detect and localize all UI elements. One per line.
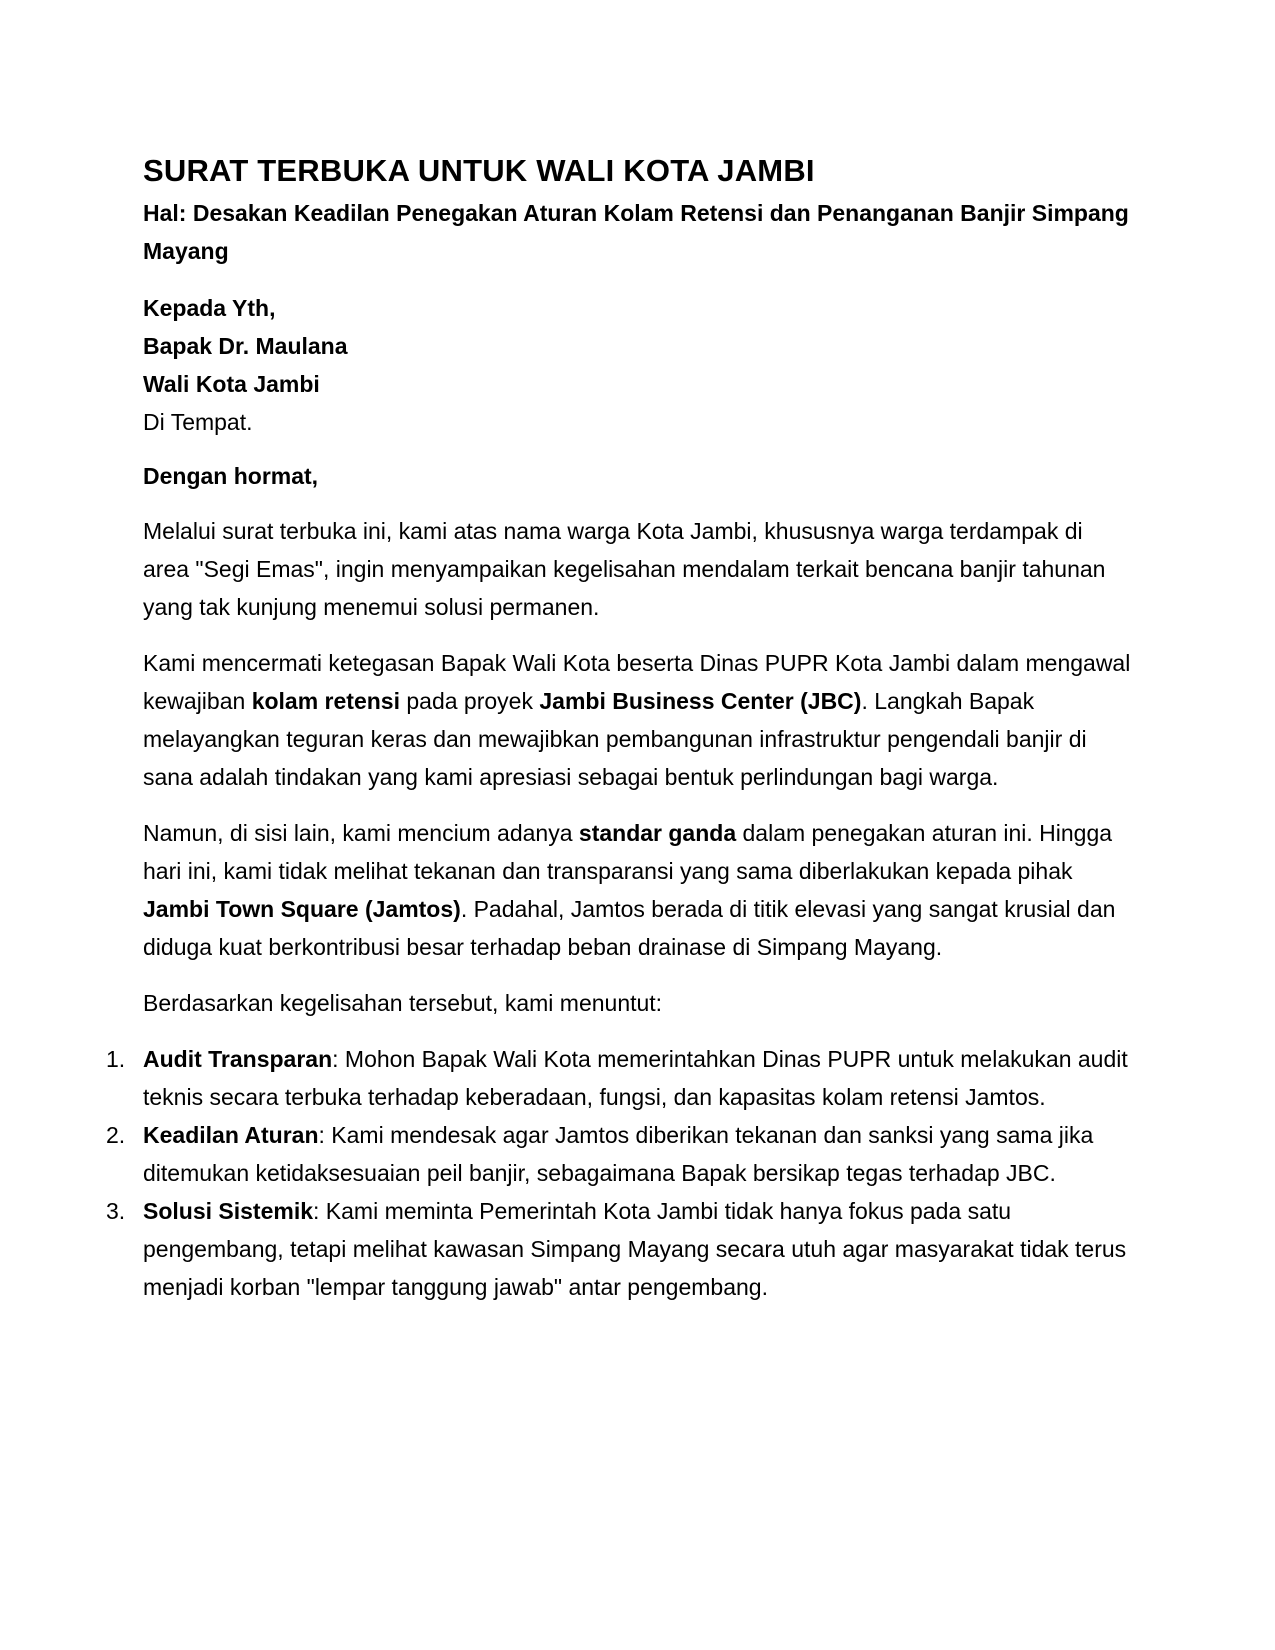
text-run: Berdasarkan kegelisahan tersebut, kami menuntut:: [143, 990, 663, 1016]
demand-item: [106, 1192, 1133, 1306]
text-run: . Langkah Bapak melayangkan teguran keras dan mewajibkan pembangunan infrastruktur pengendali banjir di sana adalah tindakan yang kami apresiasi sebagai bentuk perlindungan bagi warga.: [143, 688, 1087, 790]
recipient-line: Bapak Dr. Maulana: [143, 333, 348, 359]
recipient-line: Kepada Yth,: [143, 295, 276, 321]
demand-text: [143, 1192, 1133, 1306]
demand-number: 2.: [106, 1122, 126, 1148]
recipient-line: Di Tempat.: [143, 409, 253, 435]
demand-number: 1.: [106, 1046, 126, 1072]
paragraph: [143, 814, 1133, 966]
salutation: Dengan hormat,: [143, 463, 319, 489]
text-run: Melalui surat terbuka ini, kami atas nama warga Kota Jambi, khususnya warga terdampak di area "Segi Emas", ingin menyampaikan kegelisahan mendalam terkait bencana banjir tahunan yang tak kunjung menemui solusi permanen.: [143, 518, 1106, 620]
paragraph: [143, 512, 1133, 626]
demands-list: [106, 1040, 1133, 1306]
bold-text-run: Jambi Business Center (JBC): [539, 688, 862, 714]
demand-item: [106, 1116, 1133, 1192]
bold-text-run: kolam retensi: [251, 688, 400, 714]
text-run: Kami mencermati ketegasan Bapak Wali Kota beserta Dinas PUPR Kota Jambi dalam mengawal kewajiban: [143, 650, 1131, 714]
recipient-line: Wali Kota Jambi: [143, 371, 320, 397]
text-run: : Mohon Bapak Wali Kota memerintahkan Dinas PUPR untuk melakukan audit teknis secara terbuka terhadap keberadaan, fungsi, dan kapasitas kolam retensi Jamtos.: [143, 1046, 1128, 1110]
demand-item: [106, 1040, 1133, 1116]
paragraph: [143, 984, 1133, 1022]
text-run: Namun, di sisi lain, kami mencium adanya: [143, 820, 579, 846]
bold-text-run: Solusi Sistemik: [143, 1198, 314, 1224]
body-paragraphs: [143, 512, 1133, 1022]
demand-text: [143, 1116, 1133, 1192]
bold-text-run: standar ganda: [578, 820, 737, 846]
bold-text-run: Audit Transparan: [143, 1046, 333, 1072]
bold-text-run: Jambi Town Square (Jamtos): [143, 896, 461, 922]
paragraph: [143, 644, 1133, 796]
demand-number: 3.: [106, 1198, 126, 1224]
text-run: : Kami meminta Pemerintah Kota Jambi tidak hanya fokus pada satu pengembang, tetapi melihat kawasan Simpang Mayang secara utuh agar masyarakat tidak terus menjadi korban "lempar tanggung jawab" antar pengembang.: [143, 1198, 1127, 1300]
text-run: dalam penegakan aturan ini. Hingga hari ini, kami tidak melihat tekanan dan transparansi yang sama diberlakukan kepada pihak: [143, 820, 1113, 884]
text-run: pada proyek: [399, 688, 540, 714]
letter-subject: Hal: Desakan Keadilan Penegakan Aturan Kolam Retensi dan Penanganan Banjir Simpang Mayang: [143, 200, 1129, 264]
text-run: . Padahal, Jamtos berada di titik elevasi yang sangat krusial dan diduga kuat berkontribusi besar terhadap beban drainase di Simpang Mayang.: [143, 896, 1116, 960]
recipient-block: [143, 289, 1133, 441]
letter-title: SURAT TERBUKA UNTUK WALI KOTA JAMBI: [143, 153, 815, 188]
demand-text: [143, 1040, 1133, 1116]
text-run: : Kami mendesak agar Jamtos diberikan tekanan dan sanksi yang sama jika ditemukan ketidaksesuaian peil banjir, sebagaimana Bapak bersikap tegas terhadap JBC.: [143, 1122, 1094, 1186]
bold-text-run: Keadilan Aturan: [143, 1122, 319, 1148]
